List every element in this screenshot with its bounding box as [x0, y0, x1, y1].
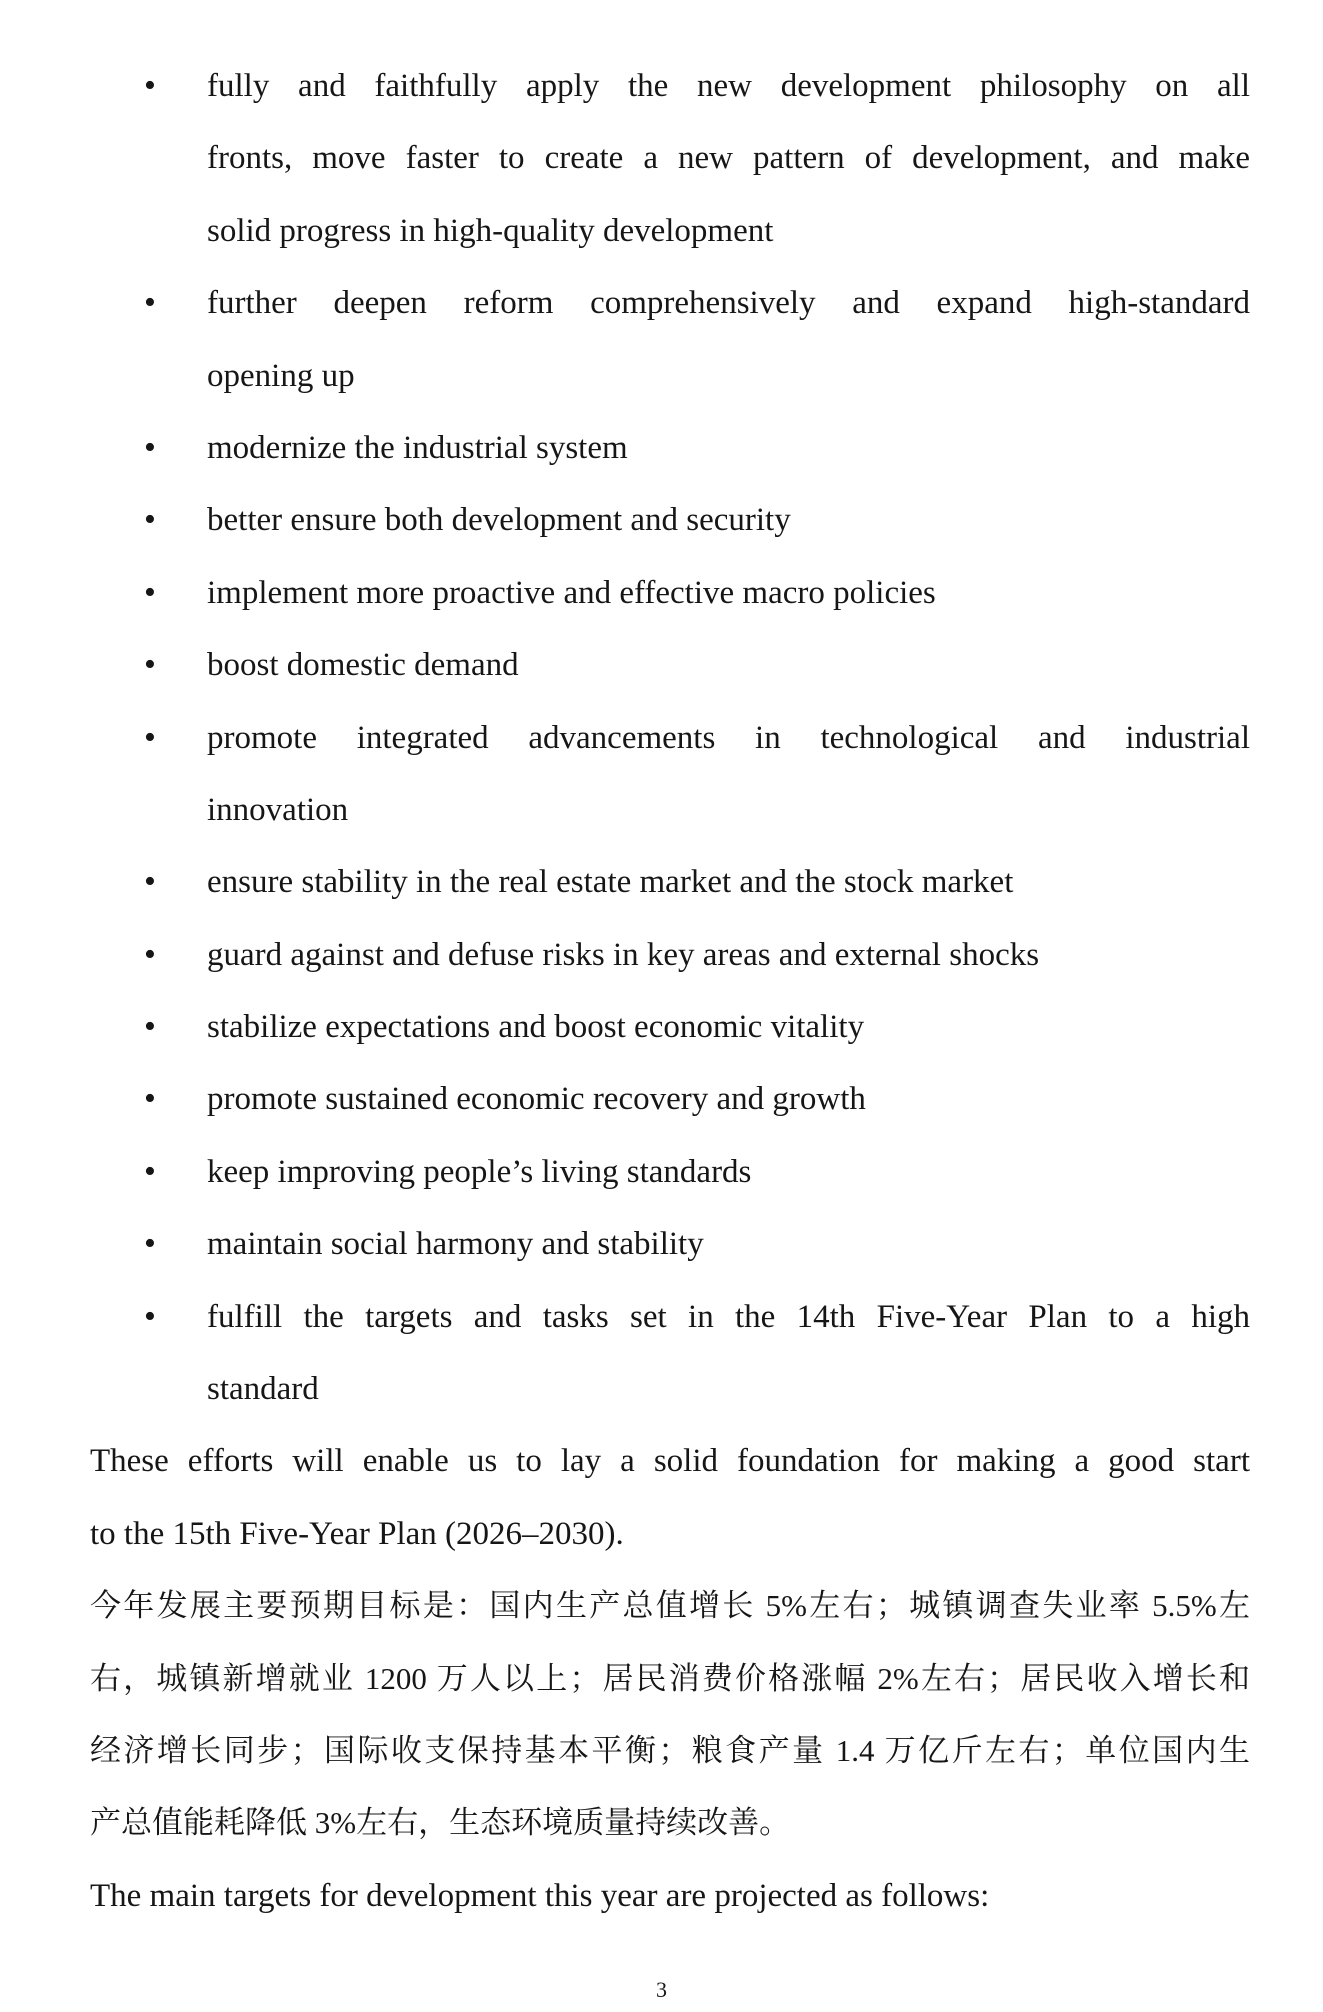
bullet-line: keep improving people’s living standards	[207, 1153, 752, 1190]
bullet-icon	[144, 50, 156, 122]
bullet-line: fronts, move faster to create a new pattern of development, and make	[207, 140, 1250, 177]
bullet-line: fully and faithfully apply the new development philosophy on all	[207, 68, 1250, 104]
bullet-item	[90, 1208, 1250, 1280]
bullet-item	[90, 1281, 1250, 1426]
bullet-item	[90, 702, 1250, 847]
bullet-item	[90, 267, 1250, 412]
targets-intro: The main targets for development this year are projected as follows:	[90, 1877, 990, 1914]
bullet-icon	[144, 629, 156, 701]
bullet-line: innovation	[207, 791, 349, 828]
bullet-icon	[144, 991, 156, 1063]
paragraph-line: These efforts will enable us to lay a solid foundation for making a good start	[90, 1443, 1250, 1480]
page-number: 3	[656, 1977, 667, 2002]
bullet-icon	[144, 1063, 156, 1135]
bullet-line: solid progress in high-quality development	[207, 212, 774, 249]
bullet-line: promote sustained economic recovery and growth	[207, 1081, 866, 1118]
bullet-item	[90, 846, 1250, 918]
bullet-icon	[144, 702, 156, 774]
bullet-line: fulfill the targets and tasks set in the 14th Five-Year Plan to a high	[207, 1298, 1250, 1335]
chinese-line: 今年发展主要预期目标是：国内生产总值增长 5%左右；城镇调查失业率 5.5%左	[90, 1588, 1250, 1624]
bullet-line: opening up	[207, 357, 355, 394]
bullet-icon	[144, 1136, 156, 1208]
bullet-item	[90, 412, 1250, 484]
chinese-paragraph	[90, 1570, 1250, 1860]
bullet-item	[90, 484, 1250, 556]
bullet-icon	[144, 1208, 156, 1280]
chinese-line: 经济增长同步；国际收支保持基本平衡；粮食产量 1.4 万亿斤左右；单位国内生	[90, 1732, 1250, 1768]
bullet-line: better ensure both development and security	[207, 502, 791, 539]
bullet-line: ensure stability in the real estate market and the stock market	[207, 864, 1014, 901]
bullet-line: promote integrated advancements in technological and industrial	[207, 719, 1250, 756]
bullet-icon	[144, 846, 156, 918]
page-content	[90, 50, 1250, 1932]
bullet-item	[90, 1136, 1250, 1208]
bullet-icon	[144, 267, 156, 339]
bullet-line: guard against and defuse risks in key areas and external shocks	[207, 936, 1040, 973]
bullet-item	[90, 557, 1250, 629]
bullet-line: modernize the industrial system	[207, 429, 628, 466]
paragraph-line: to the 15th Five-Year Plan (2026–2030).	[90, 1515, 624, 1552]
bullet-icon	[144, 919, 156, 991]
bullet-item	[90, 991, 1250, 1063]
chinese-line: 产总值能耗降低 3%左右，生态环境质量持续改善。	[90, 1805, 791, 1841]
bullet-icon	[144, 412, 156, 484]
bullet-line: implement more proactive and effective macro policies	[207, 574, 936, 611]
closing-paragraph	[90, 1425, 1250, 1570]
bullet-item	[90, 50, 1250, 267]
bullet-line: boost domestic demand	[207, 647, 519, 684]
bullet-line: further deepen reform comprehensively and expand high-standard	[207, 285, 1250, 322]
bullet-icon	[144, 1281, 156, 1353]
chinese-line: 右，城镇新增就业 1200 万人以上；居民消费价格涨幅 2%左右；居民收入增长和	[90, 1660, 1250, 1696]
bullet-line: stabilize expectations and boost economic vitality	[207, 1009, 865, 1046]
bullet-icon	[144, 484, 156, 556]
bullet-icon	[144, 557, 156, 629]
bullet-line: maintain social harmony and stability	[207, 1226, 704, 1263]
bullet-item	[90, 919, 1250, 991]
bullet-item	[90, 1063, 1250, 1135]
bullet-line: standard	[207, 1371, 319, 1408]
bullet-item	[90, 629, 1250, 701]
